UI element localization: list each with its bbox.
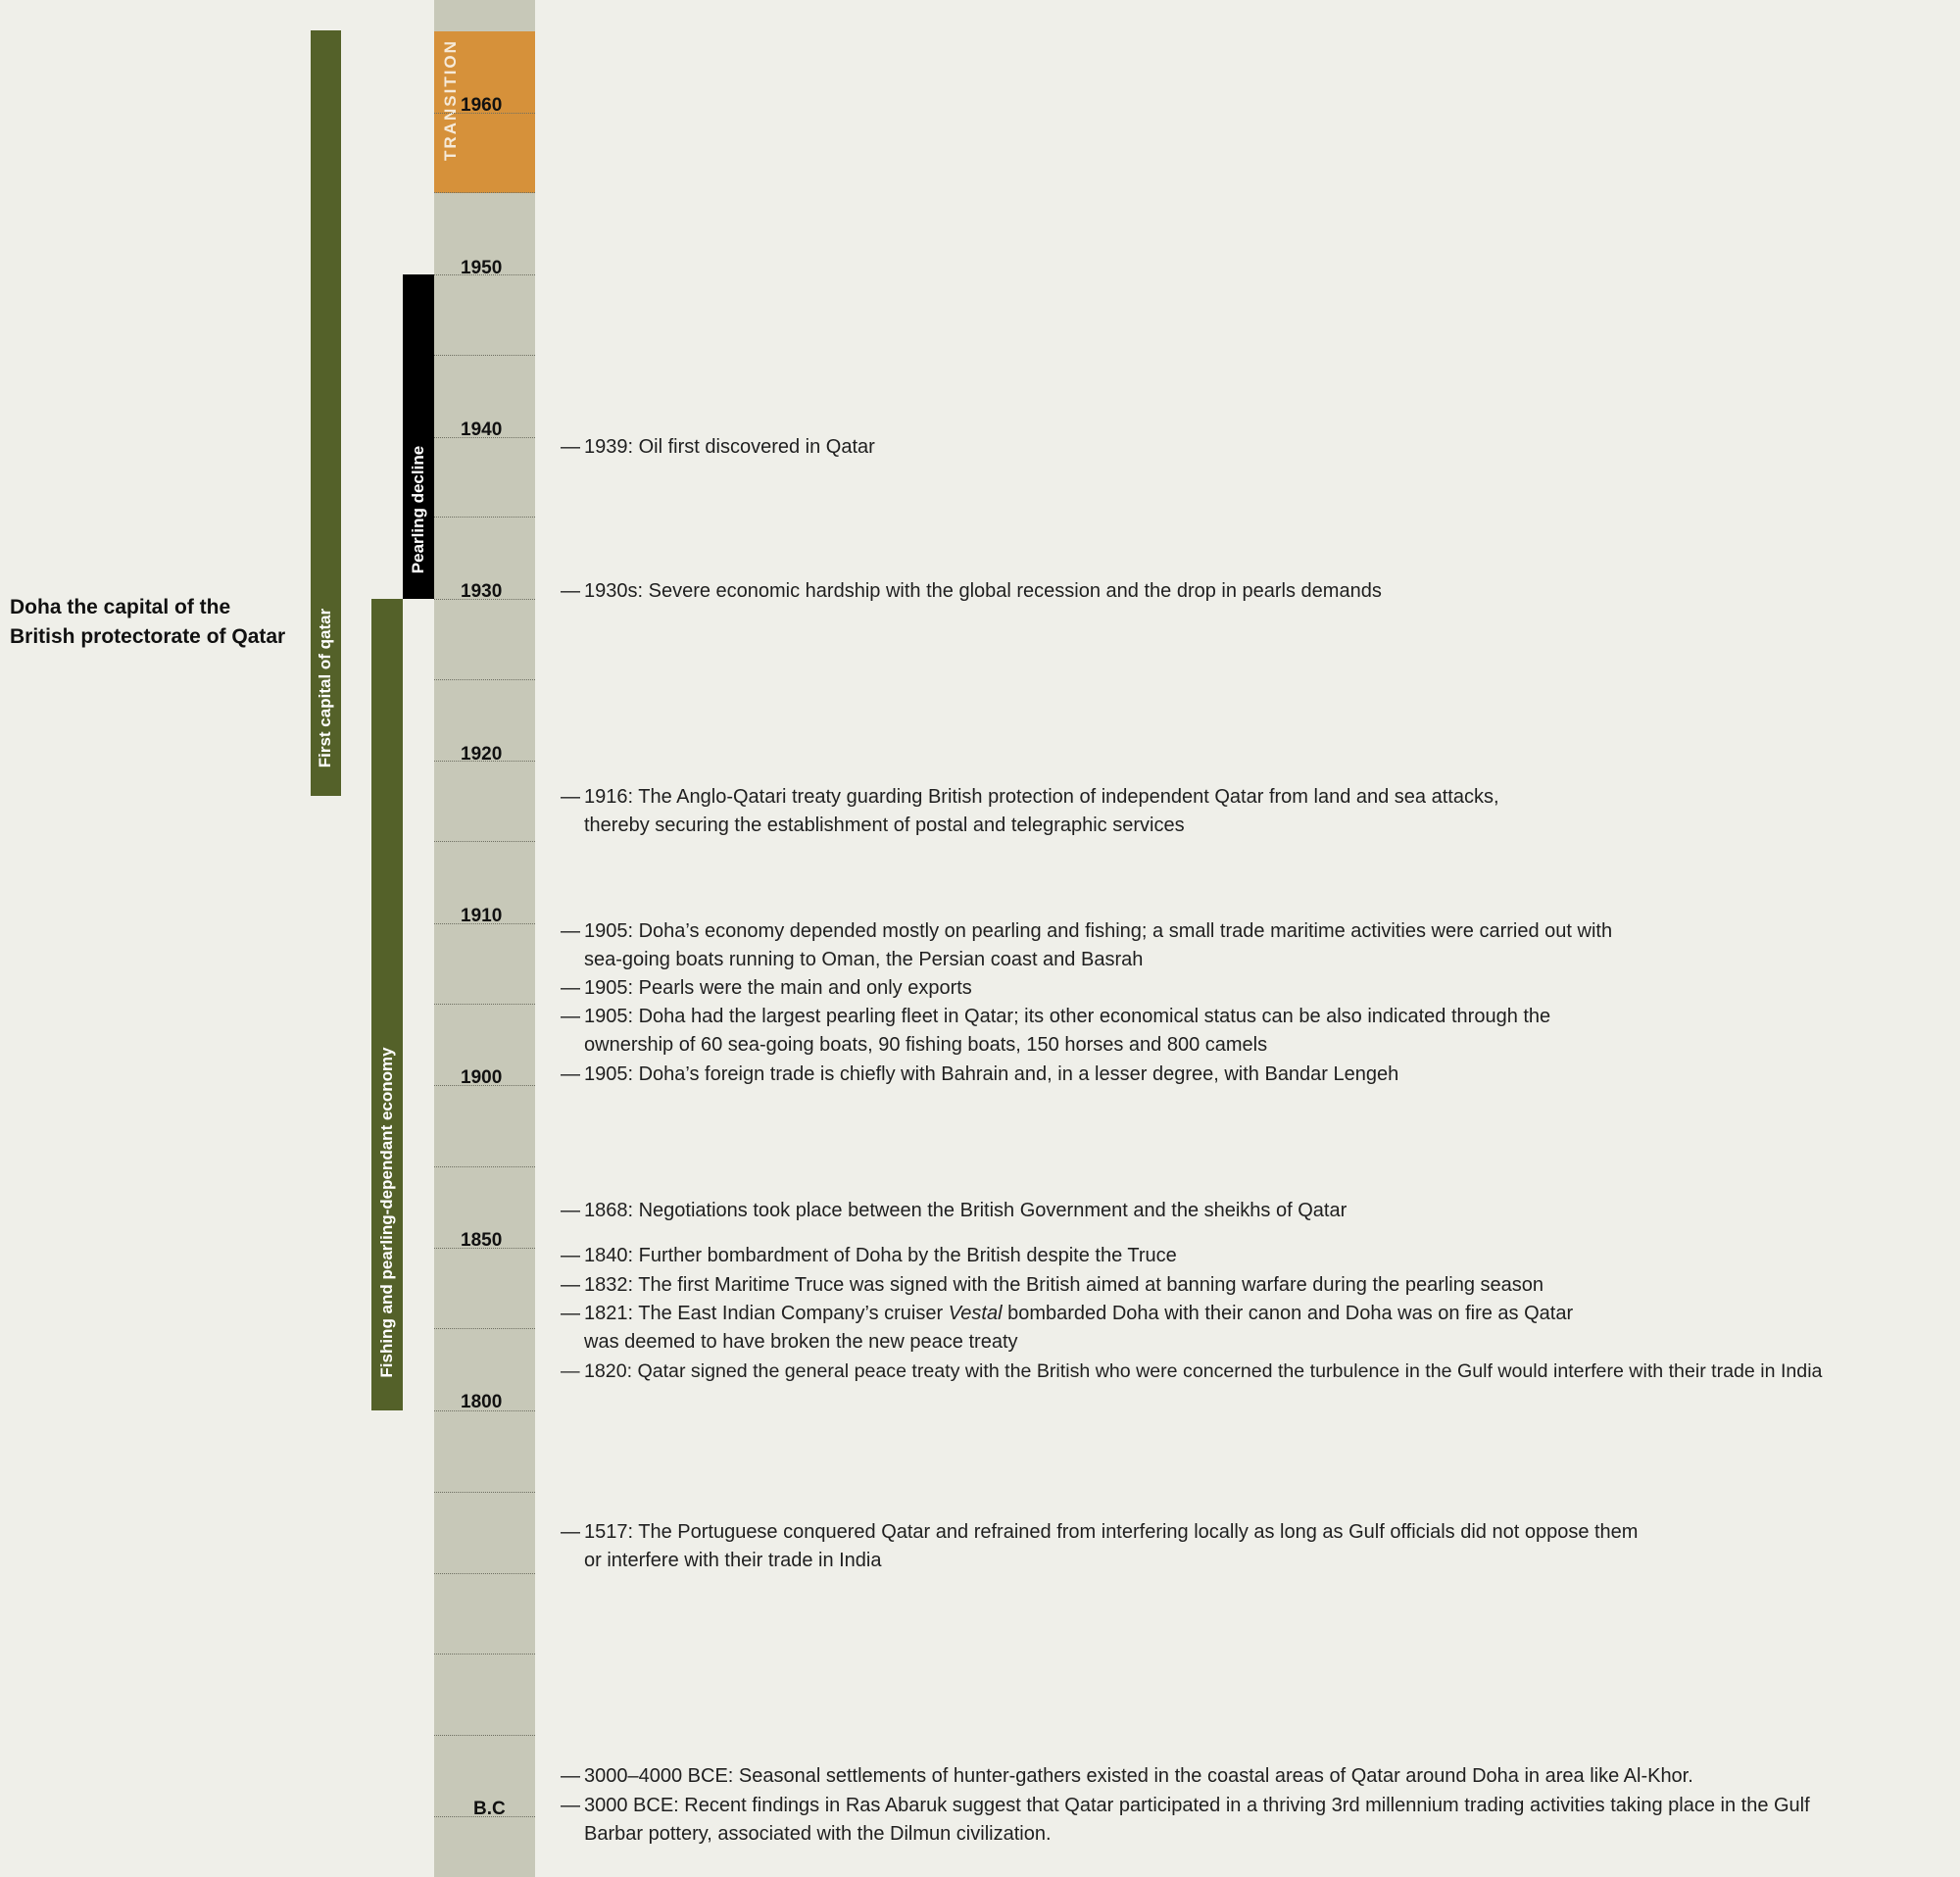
axis-tick [434, 679, 535, 680]
axis-tick [434, 841, 535, 842]
event-dash: — [561, 1765, 580, 1787]
event-text: 1868: Negotiations took place between the British Government and the sheikhs of Qatar [584, 1200, 1348, 1221]
side-title-line-2: British protectorate of Qatar [10, 625, 286, 648]
event-text [584, 1300, 1952, 1328]
event-dash: — [561, 1006, 580, 1027]
event-dash: — [561, 1200, 580, 1221]
event-text: 1930s: Severe economic hardship with the global recession and the drop in pearls demands [584, 580, 1382, 602]
event-dash: — [561, 1795, 580, 1816]
axis-tick [434, 1735, 535, 1736]
event-text: 1916: The Anglo-Qatari treaty guarding British protection of independent Qatar from land and sea attacks, [584, 786, 1499, 808]
event-1905-fleet [561, 1003, 1952, 1060]
event-dash: — [561, 1063, 580, 1085]
year-label: 1930 [461, 581, 503, 602]
axis-tick [434, 1166, 535, 1167]
year-label: B.C [473, 1799, 506, 1819]
axis-tick [434, 1654, 535, 1655]
side-title-line-1: Doha the capital of the [10, 596, 231, 618]
event-1820 [561, 1358, 1957, 1386]
year-label: 1940 [461, 420, 503, 440]
event-text: was deemed to have broken the new peace treaty [584, 1331, 1018, 1353]
event-1868 [561, 1197, 1952, 1225]
event-text: 1905: Doha’s economy depended mostly on pearling and fishing; a small trade maritime activities were carried out with [584, 920, 1613, 942]
event-1832 [561, 1271, 1952, 1300]
event-text-part: 1821: The East Indian Company’s cruiser [584, 1303, 949, 1324]
year-label: 1960 [461, 95, 503, 116]
event-dash: — [561, 920, 580, 942]
event-dash: — [561, 1303, 580, 1324]
event-text: 1832: The first Maritime Truce was signed with the British aimed at banning warfare during the pearling season [584, 1274, 1544, 1296]
event-text: or interfere with their trade in India [584, 1550, 882, 1571]
year-label: 1910 [461, 906, 503, 926]
axis-tick [434, 517, 535, 518]
event-text: 1905: Pearls were the main and only exports [584, 977, 972, 999]
event-1905-exports [561, 974, 1952, 1003]
side-title [10, 593, 304, 652]
event-1905-trade [561, 1061, 1952, 1089]
axis-tick [434, 355, 535, 356]
event-text: Barbar pottery, associated with the Dilmun civilization. [584, 1823, 1052, 1845]
event-text: 1905: Doha’s foreign trade is chiefly with Bahrain and, in a lesser degree, with Bandar Lengeh [584, 1063, 1399, 1085]
fishing-economy-label: Fishing and pearling-dependant economy [377, 1047, 396, 1378]
event-text: 1905: Doha had the largest pearling fleet in Qatar; its other economical status can be also indicated through the [584, 1006, 1551, 1027]
event-text: 1840: Further bombardment of Doha by the British despite the Truce [584, 1245, 1177, 1266]
event-dash: — [561, 436, 580, 458]
axis-tick [434, 1492, 535, 1493]
axis-tick [434, 192, 535, 193]
event-text: 3000–4000 BCE: Seasonal settlements of hunter-gathers existed in the coastal areas of Qatar around Doha in area like Al-Khor. [584, 1765, 1693, 1787]
transition-label: TRANSITION [441, 39, 460, 161]
event-dash: — [561, 786, 580, 808]
event-dash: — [561, 580, 580, 602]
event-1840 [561, 1242, 1952, 1270]
event-1821 [561, 1300, 1952, 1357]
event-dash: — [561, 1245, 580, 1266]
event-text: 1517: The Portuguese conquered Qatar and refrained from interfering locally as long as Gulf officials did not oppose them [584, 1521, 1639, 1543]
year-label: 1900 [461, 1067, 503, 1088]
event-text-part: bombarded Doha with their canon and Doha was on fire as Qatar [1002, 1303, 1574, 1324]
axis-tick [434, 1328, 535, 1329]
first-capital-label: First capital of qatar [316, 608, 334, 768]
event-text: ownership of 60 sea-going boats, 90 fishing boats, 150 horses and 800 camels [584, 1034, 1268, 1056]
event-text: 1939: Oil first discovered in Qatar [584, 436, 875, 458]
event-1905-economy [561, 917, 1952, 974]
axis-tick [434, 1004, 535, 1005]
event-1517 [561, 1518, 1952, 1575]
event-text: 3000 BCE: Recent findings in Ras Abaruk suggest that Qatar participated in a thriving 3rd millennium trading activities taking place in the Gulf [584, 1795, 1810, 1816]
event-dash: — [561, 1360, 580, 1382]
ship-name: Vestal [948, 1303, 1003, 1324]
year-label: 1920 [461, 744, 503, 765]
event-text: sea-going boats running to Oman, the Persian coast and Basrah [584, 949, 1144, 970]
pearling-decline-label: Pearling decline [409, 445, 427, 574]
axis-tick [434, 1573, 535, 1574]
event-dash: — [561, 1274, 580, 1296]
event-text: 1820: Qatar signed the general peace treaty with the British who were concerned the turbulence in the Gulf would interfere with their trade in India [584, 1360, 1823, 1382]
event-1939 [561, 433, 1952, 462]
year-label: 1800 [461, 1392, 503, 1412]
event-1916 [561, 783, 1952, 840]
event-1930s [561, 577, 1952, 606]
event-3000-bce [561, 1792, 1952, 1849]
year-label: 1950 [461, 258, 503, 278]
event-dash: — [561, 977, 580, 999]
year-label: 1850 [461, 1230, 503, 1251]
timeline-axis [434, 0, 535, 1877]
event-dash: — [561, 1521, 580, 1543]
event-3000-4000-bce [561, 1762, 1952, 1791]
event-text: thereby securing the establishment of postal and telegraphic services [584, 815, 1185, 836]
